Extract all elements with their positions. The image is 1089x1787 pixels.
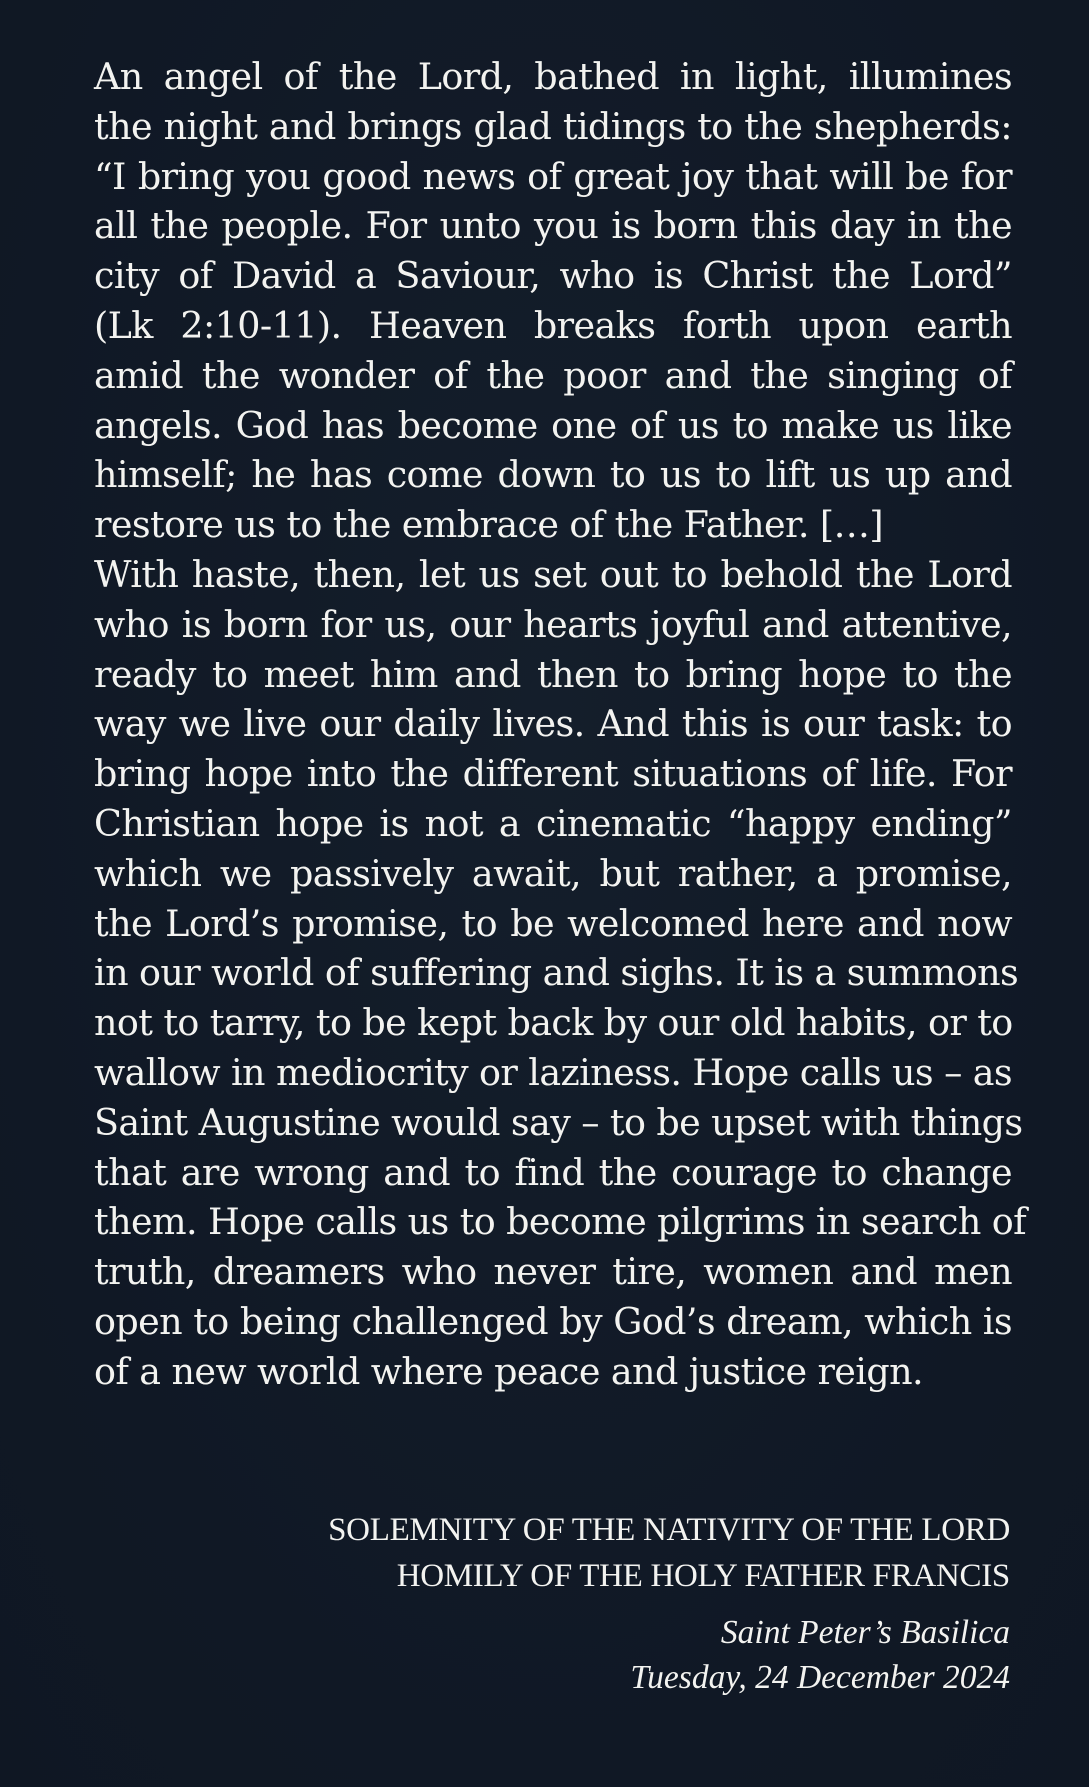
text-line: that are wrong and to find the courage to change <box>94 1150 1012 1194</box>
attribution <box>328 1507 1010 1700</box>
homily-title: HOMILY OF THE HOLY FATHER FRANCIS <box>396 1558 1010 1594</box>
homily-excerpt <box>94 52 1027 1397</box>
date: Tuesday, 24 December 2024 <box>630 1659 1010 1696</box>
text-line: An angel of the Lord, bathed in light, illumines <box>94 55 1012 98</box>
text-line: which we passively await, but rather, a promise, <box>94 851 1012 895</box>
text-line: wallow in mediocrity or laziness. Hope calls us – as <box>94 1050 1013 1094</box>
text-line: Saint Augustine would say – to be upset with things <box>94 1100 1023 1144</box>
text-line: who is born for us, our hearts joyful and attentive, <box>94 602 1012 646</box>
text-line: restore us to the embrace of the Father. […] <box>94 503 884 547</box>
text-line: “I bring you good news of great joy that will be for <box>94 154 1012 198</box>
text-line: angels. God has become one of us to make us like <box>94 403 1012 447</box>
text-line: open to being challenged by God’s dream, which is <box>94 1299 1012 1343</box>
occasion-title: SOLEMNITY OF THE NATIVITY OF THE LORD <box>328 1512 1010 1548</box>
text-line: the night and brings glad tidings to the shepherds: <box>94 104 1012 148</box>
text-line: ready to meet him and then to bring hope to the <box>94 652 1012 696</box>
text-line: With haste, then, let us set out to behold the Lord <box>94 552 1012 596</box>
text-line: of a new world where peace and justice reign. <box>94 1349 924 1393</box>
text-line: bring hope into the different situations of life. For <box>94 752 1012 796</box>
text-line: them. Hope calls us to become pilgrims in search of <box>94 1200 1027 1244</box>
text-line: way we live our daily lives. And this is our task: to <box>94 702 1012 746</box>
location: Saint Peter’s Basilica <box>720 1614 1010 1651</box>
text-line: in our world of suffering and sighs. It is a summons <box>94 951 1019 995</box>
text-line: himself; he has come down to us to lift us up and <box>94 453 1012 497</box>
text-line: city of David a Saviour, who is Christ the Lord” <box>94 254 1012 298</box>
text-line: truth, dreamers who never tire, women and men <box>94 1250 1012 1294</box>
text-line: (Lk 2:10-11). Heaven breaks forth upon earth <box>94 303 1012 347</box>
text-line: all the people. For unto you is born this day in the <box>94 204 1012 248</box>
text-line: Christian hope is not a cinematic “happy ending” <box>94 801 1012 845</box>
text-line: not to tarry, to be kept back by our old habits, or to <box>94 1001 1013 1045</box>
text-line: amid the wonder of the poor and the singing of <box>94 353 1012 397</box>
text-line: the Lord’s promise, to be welcomed here and now <box>94 901 1012 945</box>
